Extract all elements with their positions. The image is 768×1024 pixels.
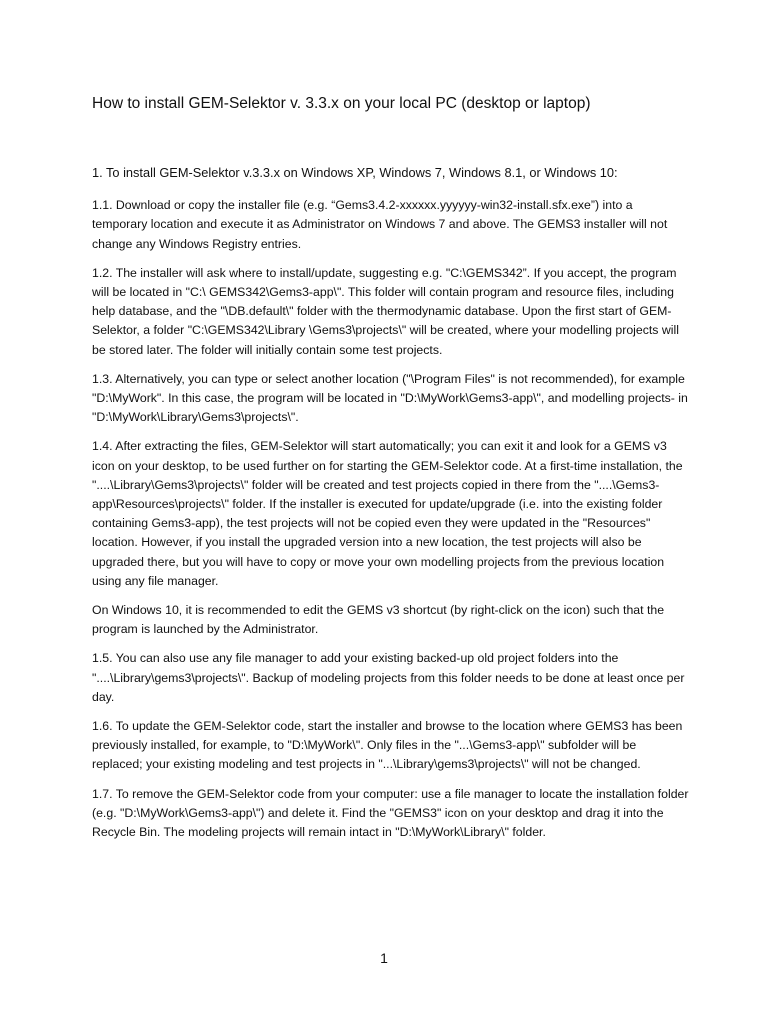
paragraph-1-5: 1.5. You can also use any file manager to add your existing backed-up old project folders into the "....\Library\gems3\projects\". Backup of modeling projects from this folder needs to be done at least once per day. bbox=[92, 651, 685, 704]
document-body bbox=[92, 163, 690, 852]
paragraph-1-3: 1.3. Alternatively, you can type or select another location ("\Program Files" is not recommended), for example "D:\MyWork". In this case, the program will be located in "D:\MyWork\Gems3-app\", and modelling projects- in "D:\MyWork\Library\Gems3\projects\". bbox=[92, 371, 688, 425]
section-heading: 1. To install GEM-Selektor v.3.3.x on Windows XP, Windows 7, Windows 8.1, or Windows 10: bbox=[92, 165, 618, 180]
document-title: How to install GEM-Selektor v. 3.3.x on your local PC (desktop or laptop) bbox=[92, 95, 591, 112]
paragraph-1-6: 1.6. To update the GEM-Selektor code, start the installer and browse to the location where GEMS3 has been previously installed, for example, to "D:\MyWork\". Only files in the "...\Gems3-app\" subfolder will be replaced; your existing modeling and test projects in "...\Library\gems3\projects\" will not be changed. bbox=[92, 719, 683, 772]
page-number: 1 bbox=[380, 950, 388, 966]
paragraph-1-4: 1.4. After extracting the files, GEM-Selektor will start automatically; you can exit it and look for a GEMS v3 icon on your desktop, to be used further on for starting the GEM-Selektor code. At a first-time installation, the "....\Library\Gems3\projects\" folder will be created and test projects copied in there from the "....\Gems3-app\Resources\projects\" folder. If the installer is executed for update/upgrade (i.e. into the existing folder containing Gems3-app), the test projects will not be copied even they were updated in the "Resources" location. However, if you install the upgraded version into a new location, the test projects will also be upgraded there, but you will have to copy or move your own modelling projects from the previous location using any file manager. bbox=[92, 439, 683, 588]
paragraph-windows-10-note: On Windows 10, it is recommended to edit the GEMS v3 shortcut (by right-click on the icon) such that the program is launched by the Administrator. bbox=[92, 603, 665, 637]
paragraph-1-2: 1.2. The installer will ask where to install/update, suggesting e.g. "C:\GEMS342”. If you accept, the program will be located in "C:\ GEMS342\Gems3-app\". This folder will contain program and resource files, including help database, and the "\DB.default\" folder with the thermodynamic database. Upon the first start of GEM-Selektor, a folder "C:\GEMS342\Library \Gems3\projects\" will be created, where your modelling projects will be stored later. The folder will initially contain some test projects. bbox=[92, 265, 679, 357]
paragraph-1-7: 1.7. To remove the GEM-Selektor code from your computer: use a file manager to locate the installation folder (e.g. "D:\MyWork\Gems3-app\") and delete it. Find the "GEMS3" icon on your desktop and drag it into the Recycle Bin. The modeling projects will remain intact in "D:\MyWork\Library\" folder. bbox=[92, 786, 689, 840]
paragraph-1-1: 1.1. Download or copy the installer file (e.g. “Gems3.4.2-xxxxxx.yyyyyy-win32-install.sfx.exe”) into a temporary location and execute it as Administrator on Windows 7 and above. The GEMS3 installer will not change any Windows Registry entries. bbox=[92, 198, 668, 251]
